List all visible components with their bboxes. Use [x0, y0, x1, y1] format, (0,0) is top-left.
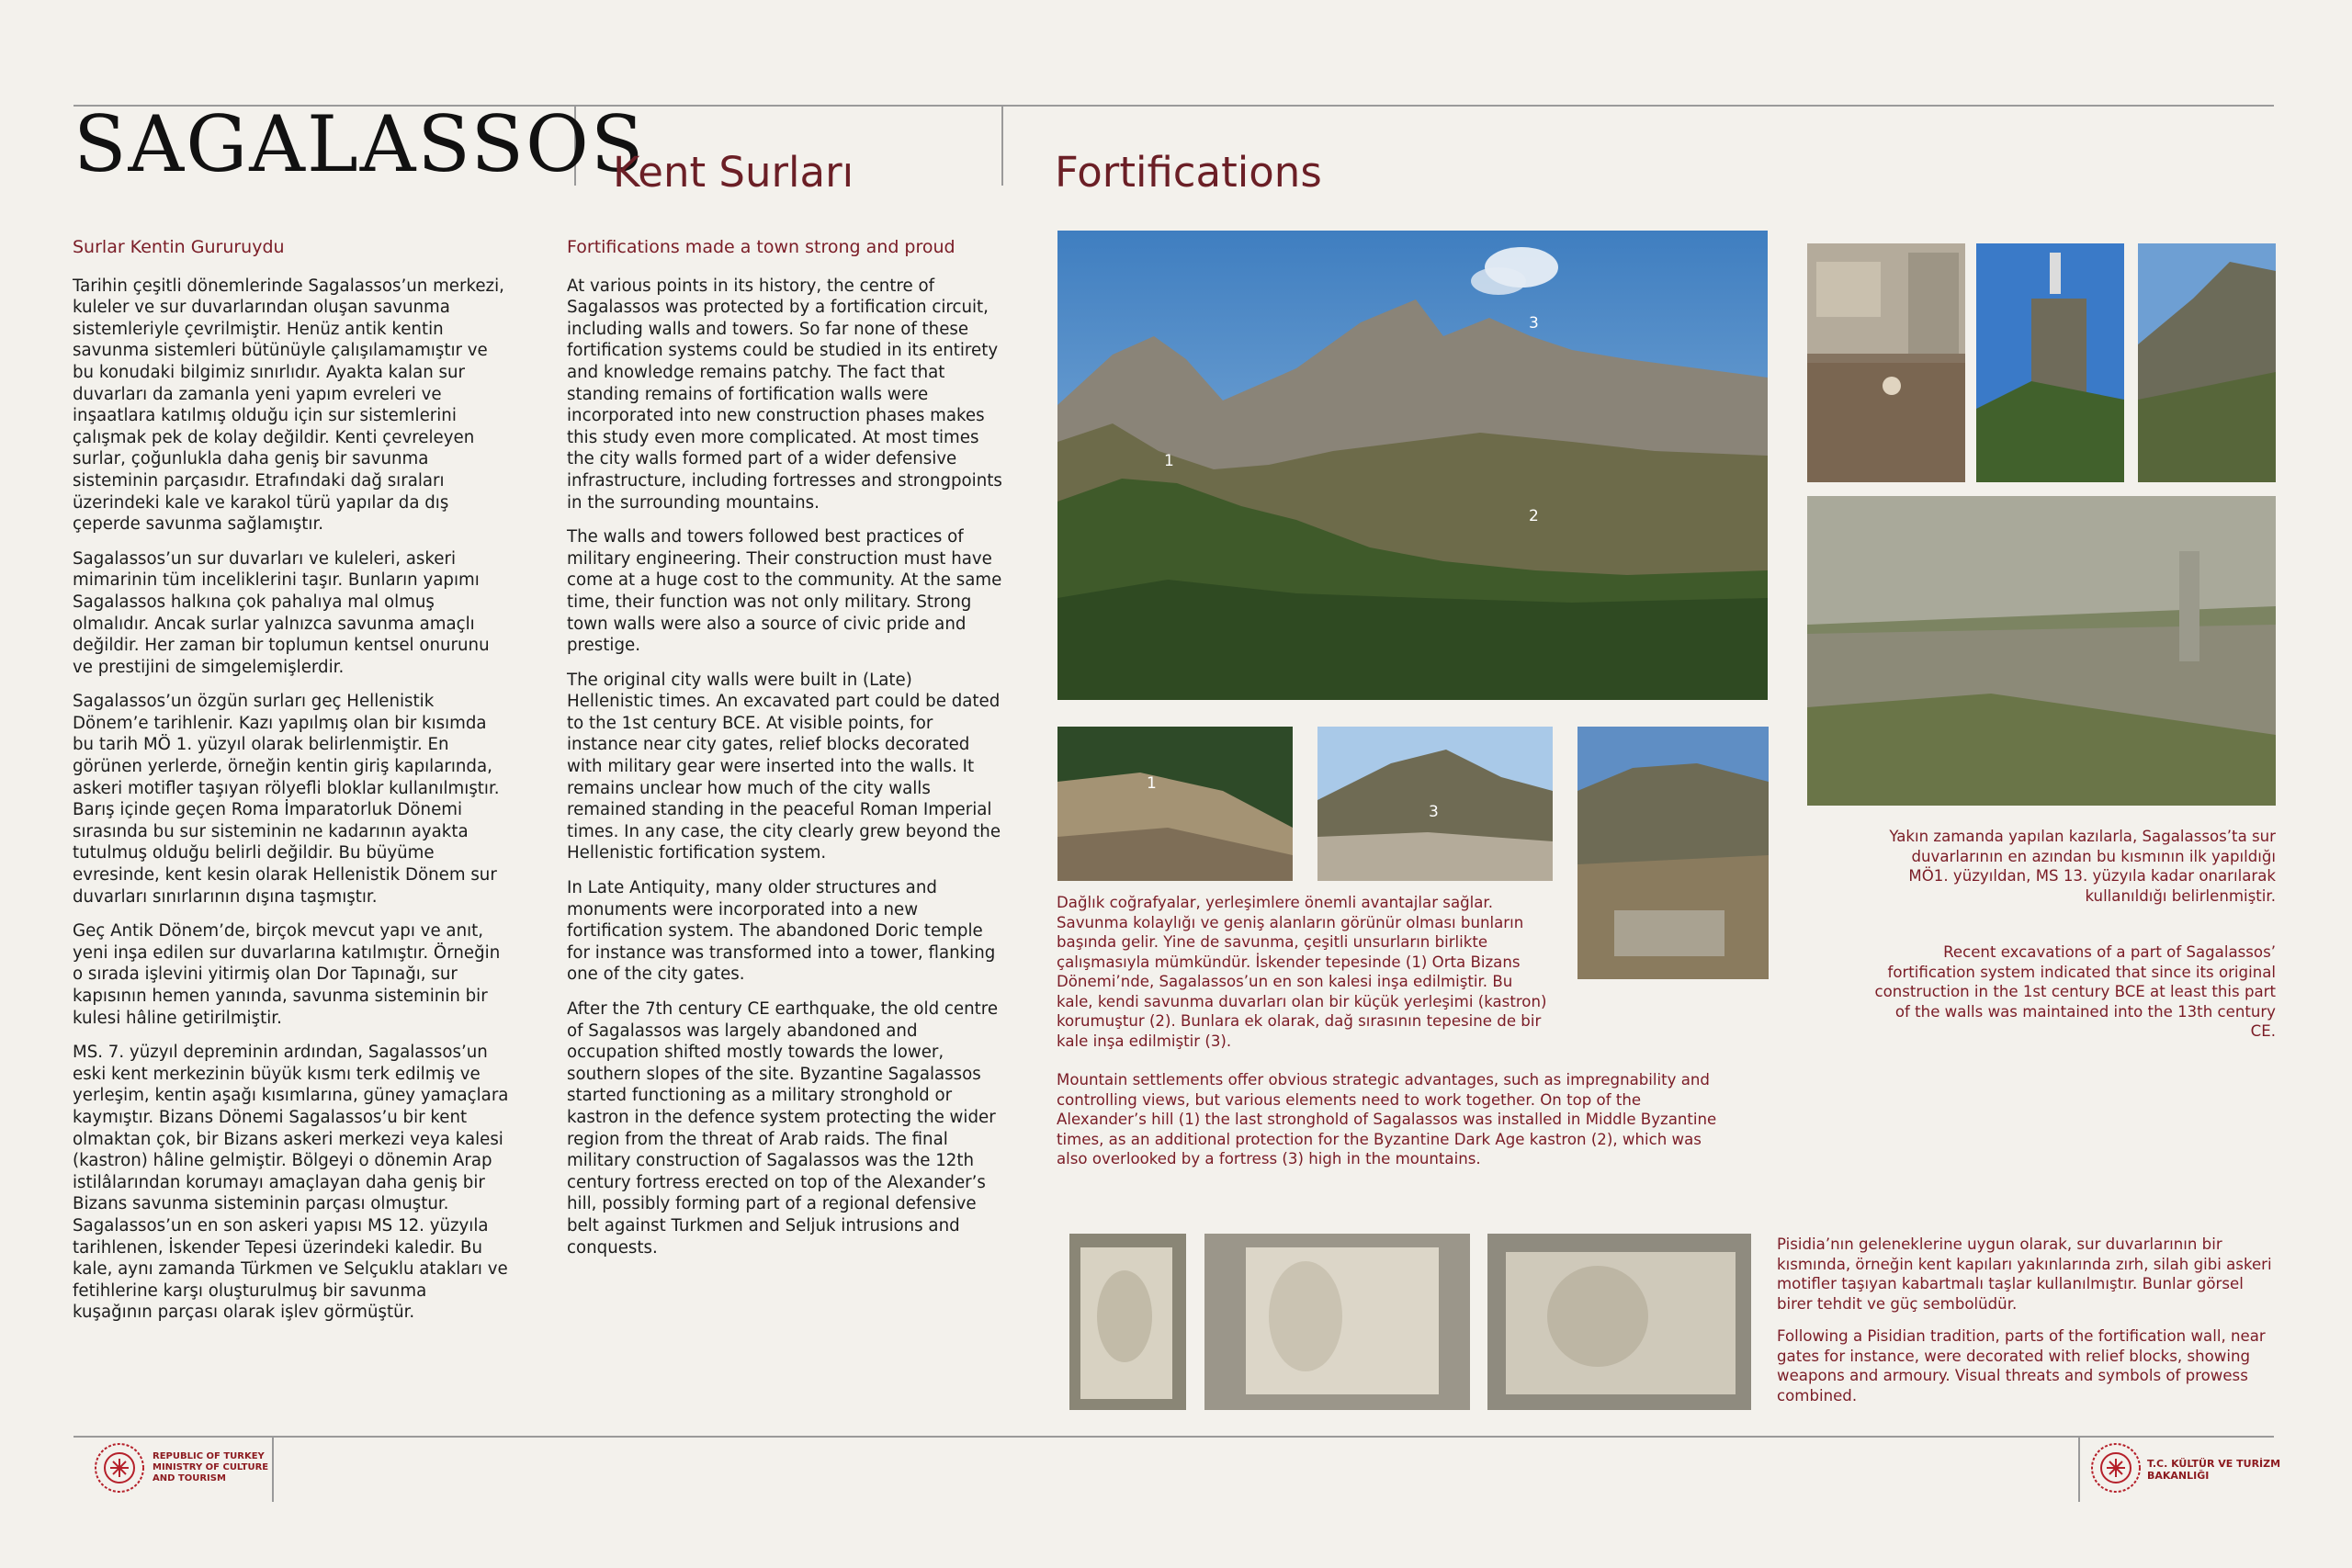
logo-line: T.C. KÜLTÜR VE TURİZM [2147, 1458, 2281, 1470]
mountain-caption-english-block [1057, 1070, 1727, 1182]
english-paragraph: The walls and towers followed best practices of military engineering. Their construction must have come at a huge cost to the community. At the same time, their function was not only military. Strong town walls were also a source of civic pride and prestige. [567, 527, 1002, 656]
english-paragraph: After the 7th century CE earthquake, the old centre of Sagalassos was largely abandoned and occupation shifted mostly towards the lower, southern slopes of the site. Byzantine Sagalassos started functioning as a military stronghold or kastron in the defence system protecting the wider region from the threat of Arab raids. The final military construction of Sagalassos was the 12th century fortress erected on top of the Alexander’s hill, possibly forming part of a regional defensive belt against Turkmen and Seljuk intrusions and conquests. [567, 999, 999, 1258]
turkish-paragraph: Sagalassos’un sur duvarları ve kuleleri, askeri mimarinin tüm inceliklerini taşır. Bunların yapımı Sagalassos halkına çok pahalıya mal olmuş olmalıdır. Ancak surlar yalnızca savunma amaçlı değildir. Her zaman bir toplumun kentsel onurunu ve prestijini de simgelemişlerdir. [73, 548, 490, 677]
heading-english: Fortifications [1055, 148, 1322, 197]
logo-line: MINISTRY OF CULTURE [153, 1462, 269, 1472]
ministry-emblem-icon [94, 1442, 145, 1494]
alexander-hill-photo [1057, 727, 1293, 881]
rocky-slope-photo [2138, 243, 2276, 482]
small-photo-marker-3: 3 [1429, 803, 1439, 821]
excavation-trench-photo [1807, 243, 1965, 482]
relief-block-photo-3 [1487, 1234, 1751, 1410]
relief-caption-english: Following a Pisidian tradition, parts of the fortification wall, near gates for instance, were decorated with relief blocks, showing weapons and armoury. Visual threats and symbols of prowess combined. [1777, 1327, 2266, 1404]
excavation-caption-english: Recent excavations of a part of Sagalassos’ fortification system indicated that since its original construction in the 1st century BCE at least this part of the walls was maintained into the 13th century CE. [1874, 943, 2276, 1040]
small-photo-marker-1: 1 [1147, 774, 1157, 793]
wall-tower-photo [1976, 243, 2124, 482]
turkish-paragraph: MS. 7. yüzyıl depreminin ardından, Sagalassos’un eski kent merkezinin büyük kısmı terk edilmiş ve yerleşim, kentin aşağı kısımlarına, güney yamaçlara kaymıştır. Bizans Dönemi Sagalassos’u bir kent olmaktan çok, bir Bizans askeri merkezi veya kalesi (kastron) hâline gelmiştir. Bölgeyi o dönemin Arap istilâlarından korumayı amaçlayan daha geniş bir Bizans savunma sisteminin parçası olmuştur. Sagalassos’un en son askeri yapısı MS 12. yüzyıla tarihlenen, İskender Tepesi üzerindeki kaledir. Bu kale, aynı zamanda Türkmen ve Selçuklu atakları ve fetihlerine karşı oluşturulmuş bir savunma kuşağının parçası olarak işlev görmüştür. [73, 1043, 509, 1323]
excavation-caption [1874, 827, 2276, 1055]
photo-marker-2: 2 [1529, 507, 1539, 525]
relief-caption-turkish: Pisidia’nın geleneklerine uygun olarak, sur duvarlarının bir kısmında, örneğin kent kapıları yakınlarında zırh, silah gibi askeri motifler taşıyan kabartmalı taşlar kullanılmıştır. Bunlar görsel birer tehdit ve güç sembolüdür. [1777, 1235, 2272, 1313]
turkish-column [73, 237, 509, 1337]
english-paragraph: In Late Antiquity, many older structures and monuments were incorporated into a new fortification system. The abandoned Doric temple for instance was transformed into a tower, flanking one of the city gates. [567, 878, 996, 985]
turkish-subtitle: Surlar Kentin Gururuydu [73, 237, 285, 257]
excavation-caption-turkish: Yakın zamanda yapılan kazılarla, Sagalassos’ta sur duvarlarının en azından bu kısmının ilk yapıldığı MÖ1. yüzyıldan, MS 13. yüzyıla kadar onarılarak kullanıldığı belirlenmiştir. [1889, 828, 2276, 905]
logo-line: BAKANLIĞI [2147, 1470, 2210, 1482]
photo-marker-1: 1 [1164, 452, 1174, 470]
photo-marker-3: 3 [1529, 314, 1539, 333]
english-subtitle: Fortifications made a town strong and proud [567, 237, 956, 257]
turkish-paragraph: Geç Antik Dönem’de, birçok mevcut yapı ve anıt, yeni inşa edilen sur duvarlarına katılmıştır. Örneğin o sırada işlevini yitirmiş olan Dor Tapınağı, sur kapısının hemen yanında, savunma sisteminin bir kulesi hâline getirilmiştir. [73, 921, 501, 1028]
footer-divider-left [272, 1438, 274, 1502]
fortification-ruins-photo [1807, 496, 2276, 806]
mountain-caption [1057, 893, 1553, 1064]
turkish-paragraph: Tarihin çeşitli dönemlerinde Sagalassos’un merkezi, kuleler ve sur duvarlarından oluşan savunma sistemleriyle çevrilmiştir. Henüz antik kentin savunma sistemleri bütünüyle çalışılamamıştır ve bu konudaki bilgimiz sınırlıdır. Ayakta kalan sur duvarları da zamanla yeni yapım evreleri ve inşaatlara katılmış olduğu için sur sistemlerini çalışmak pek de kolay değildir. Kenti çevreleyen surlar, çoğunlukla daha geniş bir savunma sisteminin parçasıdır. Etrafındaki dağ sıraları üzerindeki kale ve karakol türü yapılar da dış çeperde savunma sağlamıştır. [73, 276, 504, 535]
relief-block-photo-1 [1069, 1234, 1186, 1410]
relief-caption [1777, 1235, 2278, 1418]
footer-divider-right [2078, 1438, 2080, 1502]
mountain-caption-english: Mountain settlements offer obvious strategic advantages, such as impregnability and controlling views, but various elements need to work together. On top of the Alexander’s hill (1) the last stronghold of Sagalassos was installed in Middle Byzantine times, as an additional protection for the Byzantine Dark Age kastron (2), which was also overlooked by a fortress (3) high in the mountains. [1057, 1071, 1717, 1168]
english-column [567, 237, 1003, 1271]
logo-line: REPUBLIC OF TURKEY [153, 1451, 265, 1461]
kastron-site-photo [1577, 727, 1769, 979]
turkish-paragraph: Sagalassos’un özgün surları geç Hellenistik Dönem’e tarihlenir. Kazı yapılmış olan bir kısımda bu tarih MÖ 1. yüzyıl olarak belirlenmiştir. En görünen yerlerde, örneğin kentin giriş kapılarında, askeri motifler taşıyan rölyefli bloklar kullanılmıştır. Barış içinde geçen Roma İmparatorluk Dönemi sırasında bu sur sisteminin ne kadarının ayakta tutulmuş olduğu belirli değildir. Bu büyüme evresinde, kent kesin olarak Hellenistik Dönem sur duvarları sınırlarının dışına taşmıştır. [73, 692, 500, 907]
english-paragraph: At various points in its history, the centre of Sagalassos was protected by a fortification circuit, including walls and towers. So far none of these fortification systems could be studied in its entirety and knowledge remains patchy. The fact that standing remains of fortification walls were incorporated into new construction phases makes this study even more complicated. At most times the city walls formed part of a wider defensive infrastructure, including fortresses and strongpoints in the surrounding mountains. [567, 276, 1002, 513]
page-title: SAGALASSOS [74, 99, 646, 189]
mountain-caption-turkish: Dağlık coğrafyalar, yerleşimlere önemli avantajlar sağlar. Savunma kolaylığı ve geniş alanların görünür olması bunların başında gelir. Yine de savunma, çeşitli unsurların birlikte çalışmasıyla mümkündür. İskender tepesinde (1) Orta Bizans Dönemi’nde, Sagalassos’un en son kalesi inşa edilmiştir. Bu kale, kendi savunma duvarları olan bir küçük yerleşimi (kastron) korumuştur (2). Bunlara ek olarak, dağ sırasının tepesine de bir kale inşa edilmiştir (3). [1057, 894, 1547, 1050]
english-paragraph: The original city walls were built in (Late) Hellenistic times. An excavated part could be dated to the 1st century BCE. At visible points, for instance near city gates, relief blocks decorated with military gear were inserted into the walls. It remains unclear how much of the city walls remained standing in the peaceful Roman Imperial times. In any case, the city clearly grew beyond the Hellenistic fortification system. [567, 670, 1001, 863]
ministry-emblem-right-icon [2090, 1442, 2142, 1494]
ministry-logo-text-right [2147, 1458, 2280, 1482]
relief-block-photo-2 [1204, 1234, 1470, 1410]
heading-turkish: Kent Surları [613, 148, 854, 197]
footer-rule [74, 1436, 2274, 1438]
logo-line: AND TOURISM [153, 1473, 226, 1483]
header-divider-2 [1001, 107, 1003, 186]
ministry-logo-text-left [153, 1451, 268, 1484]
